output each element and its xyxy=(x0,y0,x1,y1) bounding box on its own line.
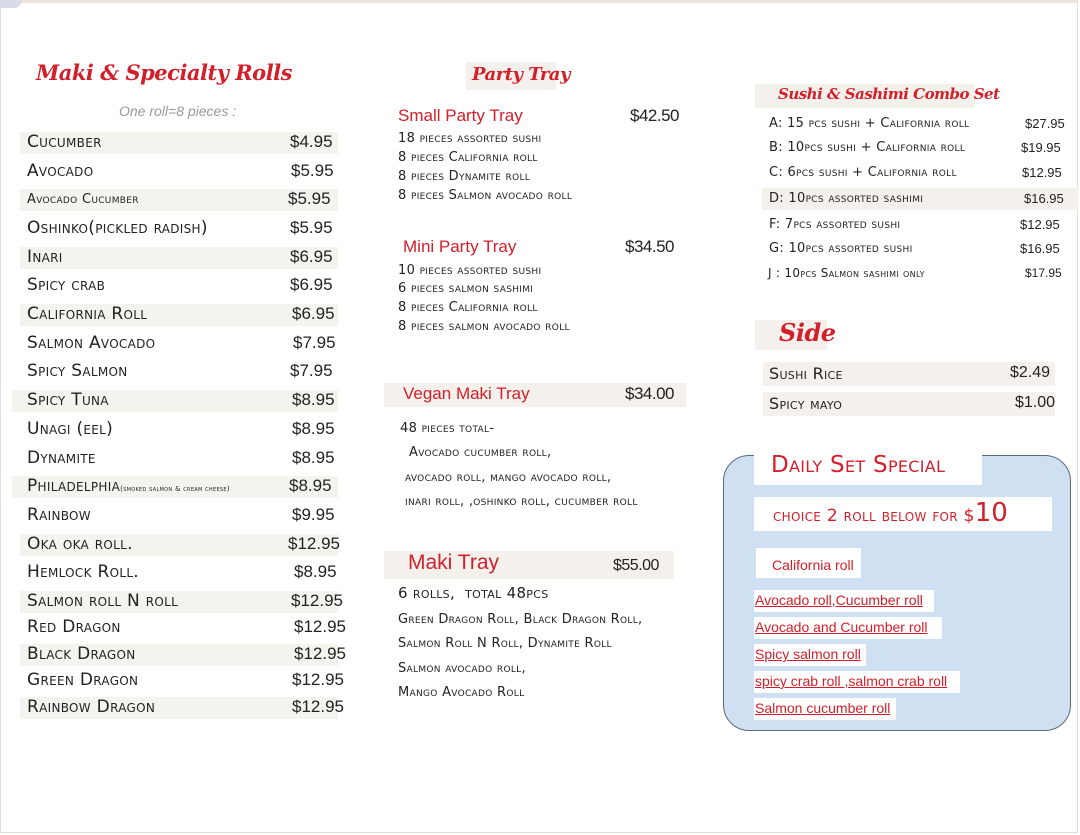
maki-item-name xyxy=(27,476,230,496)
maki-item-name xyxy=(27,218,208,238)
maki-tray-line: 6 rolls, total 48pcs xyxy=(398,584,549,602)
mini-party-tray-price: $34.50 xyxy=(625,237,674,256)
maki-item-row xyxy=(20,275,338,297)
mini-tray-line: 6 pieces salmon sashimi xyxy=(398,281,534,296)
maki-item-name-text: Green Dragon xyxy=(27,670,139,690)
maki-item-price: $12.95 xyxy=(288,534,340,553)
maki-item-note: (smoked salmon & cream cheese) xyxy=(120,485,230,493)
maki-item-price: $12.95 xyxy=(294,644,346,663)
small-tray-line: 8 pieces California roll xyxy=(398,150,538,165)
maki-item-name xyxy=(27,419,113,439)
maki-item-name-text: Cucumber xyxy=(27,132,102,152)
maki-item-row xyxy=(12,476,338,498)
maki-item-row xyxy=(20,617,346,639)
maki-item-name xyxy=(27,275,105,295)
special-roll-item: Spicy salmon roll xyxy=(755,646,861,662)
combo-item-price: $19.95 xyxy=(1021,140,1061,155)
special-roll-item: spicy crab roll ,salmon crab roll xyxy=(755,673,948,689)
small-tray-line: 18 pieces assorted sushi xyxy=(398,131,542,146)
daily-special-title: Daily Set Special xyxy=(771,452,946,478)
special-roll-item: California roll xyxy=(772,557,854,573)
vegan-maki-tray-price: $34.00 xyxy=(625,384,674,403)
maki-item-name-text: Spicy Tuna xyxy=(27,390,109,410)
maki-item-name xyxy=(27,448,96,468)
maki-item-row xyxy=(20,697,344,719)
maki-item-name xyxy=(27,534,133,554)
maki-item-price: $8.95 xyxy=(292,390,335,409)
maki-item-row xyxy=(20,132,338,154)
maki-item-row xyxy=(20,505,338,527)
maki-subtitle: One roll=8 pieces : xyxy=(119,103,237,119)
maki-tray-line: Salmon avocado roll, xyxy=(398,661,526,676)
maki-item-price: $4.95 xyxy=(290,132,333,151)
maki-item-price: $5.95 xyxy=(291,161,334,180)
maki-item-name-text: Spicy Salmon xyxy=(27,361,128,381)
maki-item-row xyxy=(20,448,338,470)
maki-item-row xyxy=(20,670,344,692)
maki-item-name-text: Hemlock Roll. xyxy=(27,562,140,582)
vegan-tray-line: Avocado cucumber roll, xyxy=(409,445,552,460)
maki-item-row xyxy=(20,189,338,211)
maki-item-price: $6.95 xyxy=(292,304,335,323)
maki-item-name-text: Red Dragon xyxy=(27,617,121,637)
maki-item-name xyxy=(27,505,91,525)
maki-item-name-text: Spicy crab xyxy=(27,275,106,295)
mini-tray-line: 8 pieces salmon avocado roll xyxy=(398,319,570,334)
combo-item-name: A: 15 pcs sushi + California roll xyxy=(769,116,970,131)
maki-item-price: $7.95 xyxy=(293,333,336,352)
maki-item-name xyxy=(27,697,155,717)
combo-item-price: $27.95 xyxy=(1025,116,1065,131)
side-item-name: Spicy mayo xyxy=(769,394,843,413)
maki-item-price: $6.95 xyxy=(290,275,333,294)
side-item-price: $2.49 xyxy=(1010,364,1051,381)
maki-item-name xyxy=(27,670,138,690)
maki-item-name xyxy=(27,304,147,324)
combo-item-name: J : 10pcs Salmon sashimi only xyxy=(768,266,925,280)
maki-item-price: $8.95 xyxy=(292,448,335,467)
small-party-tray-price: $42.50 xyxy=(630,106,679,125)
maki-item-price: $12.95 xyxy=(292,670,344,689)
maki-item-name-text: Black Dragon xyxy=(27,644,136,664)
maki-item-name-text: Philadelphia xyxy=(27,476,121,496)
maki-item-row xyxy=(20,161,338,183)
maki-item-name xyxy=(27,617,121,637)
maki-item-price: $8.95 xyxy=(294,562,337,581)
maki-tray-line: Salmon Roll N Roll, Dynamite Roll xyxy=(398,636,612,651)
maki-item-row xyxy=(20,247,338,269)
maki-item-row xyxy=(12,390,338,412)
maki-tray-line: Green Dragon Roll, Black Dragon Roll, xyxy=(398,612,643,627)
maki-item-row xyxy=(20,562,338,584)
maki-item-name-text: Unagi (eel) xyxy=(27,419,114,439)
special-choice-text: choice 2 roll below for $ xyxy=(773,506,975,526)
special-choice-line xyxy=(773,498,1008,528)
maki-tray-price: $55.00 xyxy=(613,557,659,574)
special-choice-price: 10 xyxy=(974,498,1008,528)
maki-item-price: $7.95 xyxy=(290,361,333,380)
special-roll-item: Avocado roll,Cucumber roll xyxy=(755,592,923,608)
maki-item-name xyxy=(27,161,93,181)
maki-item-name xyxy=(27,192,139,207)
maki-item-row xyxy=(20,361,338,383)
combo-item-name: F: 7pcs assorted sushi xyxy=(769,217,901,232)
mini-tray-line: 8 pieces California roll xyxy=(398,300,538,315)
side-item-name: Sushi Rice xyxy=(769,364,843,383)
combo-item-price: $12.95 xyxy=(1020,217,1060,232)
maki-tray-title: Maki Tray xyxy=(408,551,500,574)
maki-item-name-text: Salmon Avocado xyxy=(27,333,156,353)
maki-item-name-text: Rainbow xyxy=(27,505,91,525)
maki-item-row xyxy=(20,591,343,613)
maki-item-price: $12.95 xyxy=(291,591,343,610)
maki-item-name xyxy=(27,644,136,664)
small-tray-line: 8 pieces Dynamite roll xyxy=(398,169,531,184)
maki-item-name-text: Avocado Cucumber xyxy=(27,192,139,207)
maki-item-name xyxy=(27,333,155,353)
combo-item-name: B: 10pcs sushi + California roll xyxy=(769,140,966,155)
maki-item-name-text: Salmon roll N roll xyxy=(27,591,179,611)
maki-item-name-text: Oka oka roll. xyxy=(27,534,133,554)
maki-item-row xyxy=(20,419,338,441)
maki-item-price: $9.95 xyxy=(292,505,335,524)
maki-item-name-text: Oshinko(pickled radish) xyxy=(27,218,208,238)
combo-item-price: $16.95 xyxy=(1020,241,1060,256)
maki-item-price: $12.95 xyxy=(292,697,344,716)
side-section-title: Side xyxy=(779,318,836,347)
maki-item-price: $8.95 xyxy=(289,476,332,495)
maki-item-price: $5.95 xyxy=(288,189,331,208)
maki-item-price: $6.95 xyxy=(290,247,333,266)
maki-item-name xyxy=(27,591,178,611)
maki-item-price: $8.95 xyxy=(292,419,335,438)
combo-item-name: G: 10pcs assorted sushi xyxy=(769,241,913,256)
maki-item-name-text: Rainbow Dragon xyxy=(27,697,156,717)
maki-item-name xyxy=(27,390,109,410)
combo-item-price: $12.95 xyxy=(1022,165,1062,180)
combo-item-name: D: 10pcs assorted sashimi xyxy=(769,191,924,206)
mini-party-tray-title: Mini Party Tray xyxy=(403,237,517,256)
maki-item-name xyxy=(27,361,128,381)
maki-item-price: $12.95 xyxy=(294,617,346,636)
small-party-tray-title: Small Party Tray xyxy=(398,106,523,125)
mini-tray-line: 10 pieces assorted sushi xyxy=(398,263,542,278)
vegan-maki-tray-title: Vegan Maki Tray xyxy=(403,384,530,403)
combo-item-price: $17.95 xyxy=(1025,266,1062,280)
side-item-price: $1.00 xyxy=(1015,394,1056,411)
party-tray-title: Party Tray xyxy=(472,64,570,85)
vegan-tray-line: inari roll, ,oshinko roll, cucumber roll xyxy=(405,494,638,509)
combo-item-price: $16.95 xyxy=(1024,191,1064,206)
maki-tray-line: Mango Avocado Roll xyxy=(398,685,525,700)
maki-item-name-text: Inari xyxy=(27,247,63,267)
combo-section-title: Sushi & Sashimi Combo Set xyxy=(778,85,1000,103)
maki-item-name-text: California Roll xyxy=(27,304,148,324)
maki-item-row xyxy=(20,218,338,240)
maki-item-row xyxy=(20,644,346,666)
maki-item-name xyxy=(27,562,139,582)
maki-item-name-text: Dynamite xyxy=(27,448,96,468)
maki-item-name xyxy=(27,247,63,267)
maki-item-row xyxy=(20,534,338,556)
maki-item-name xyxy=(27,132,102,152)
maki-item-row xyxy=(20,333,338,355)
special-roll-item: Salmon cucumber roll xyxy=(755,700,891,716)
vegan-tray-line: 48 pieces total- xyxy=(400,421,495,436)
maki-section-title: Maki & Specialty Rolls xyxy=(36,60,292,85)
maki-item-price: $5.95 xyxy=(290,218,333,237)
maki-item-row xyxy=(20,304,338,326)
small-tray-line: 8 pieces Salmon avocado roll xyxy=(398,188,573,203)
combo-item-name: C: 6pcs sushi + California roll xyxy=(769,165,957,180)
maki-item-name-text: Avocado xyxy=(27,161,94,181)
vegan-tray-line: avocado roll, mango avocado roll, xyxy=(405,470,612,485)
special-roll-item: Avocado and Cucumber roll xyxy=(755,619,928,635)
